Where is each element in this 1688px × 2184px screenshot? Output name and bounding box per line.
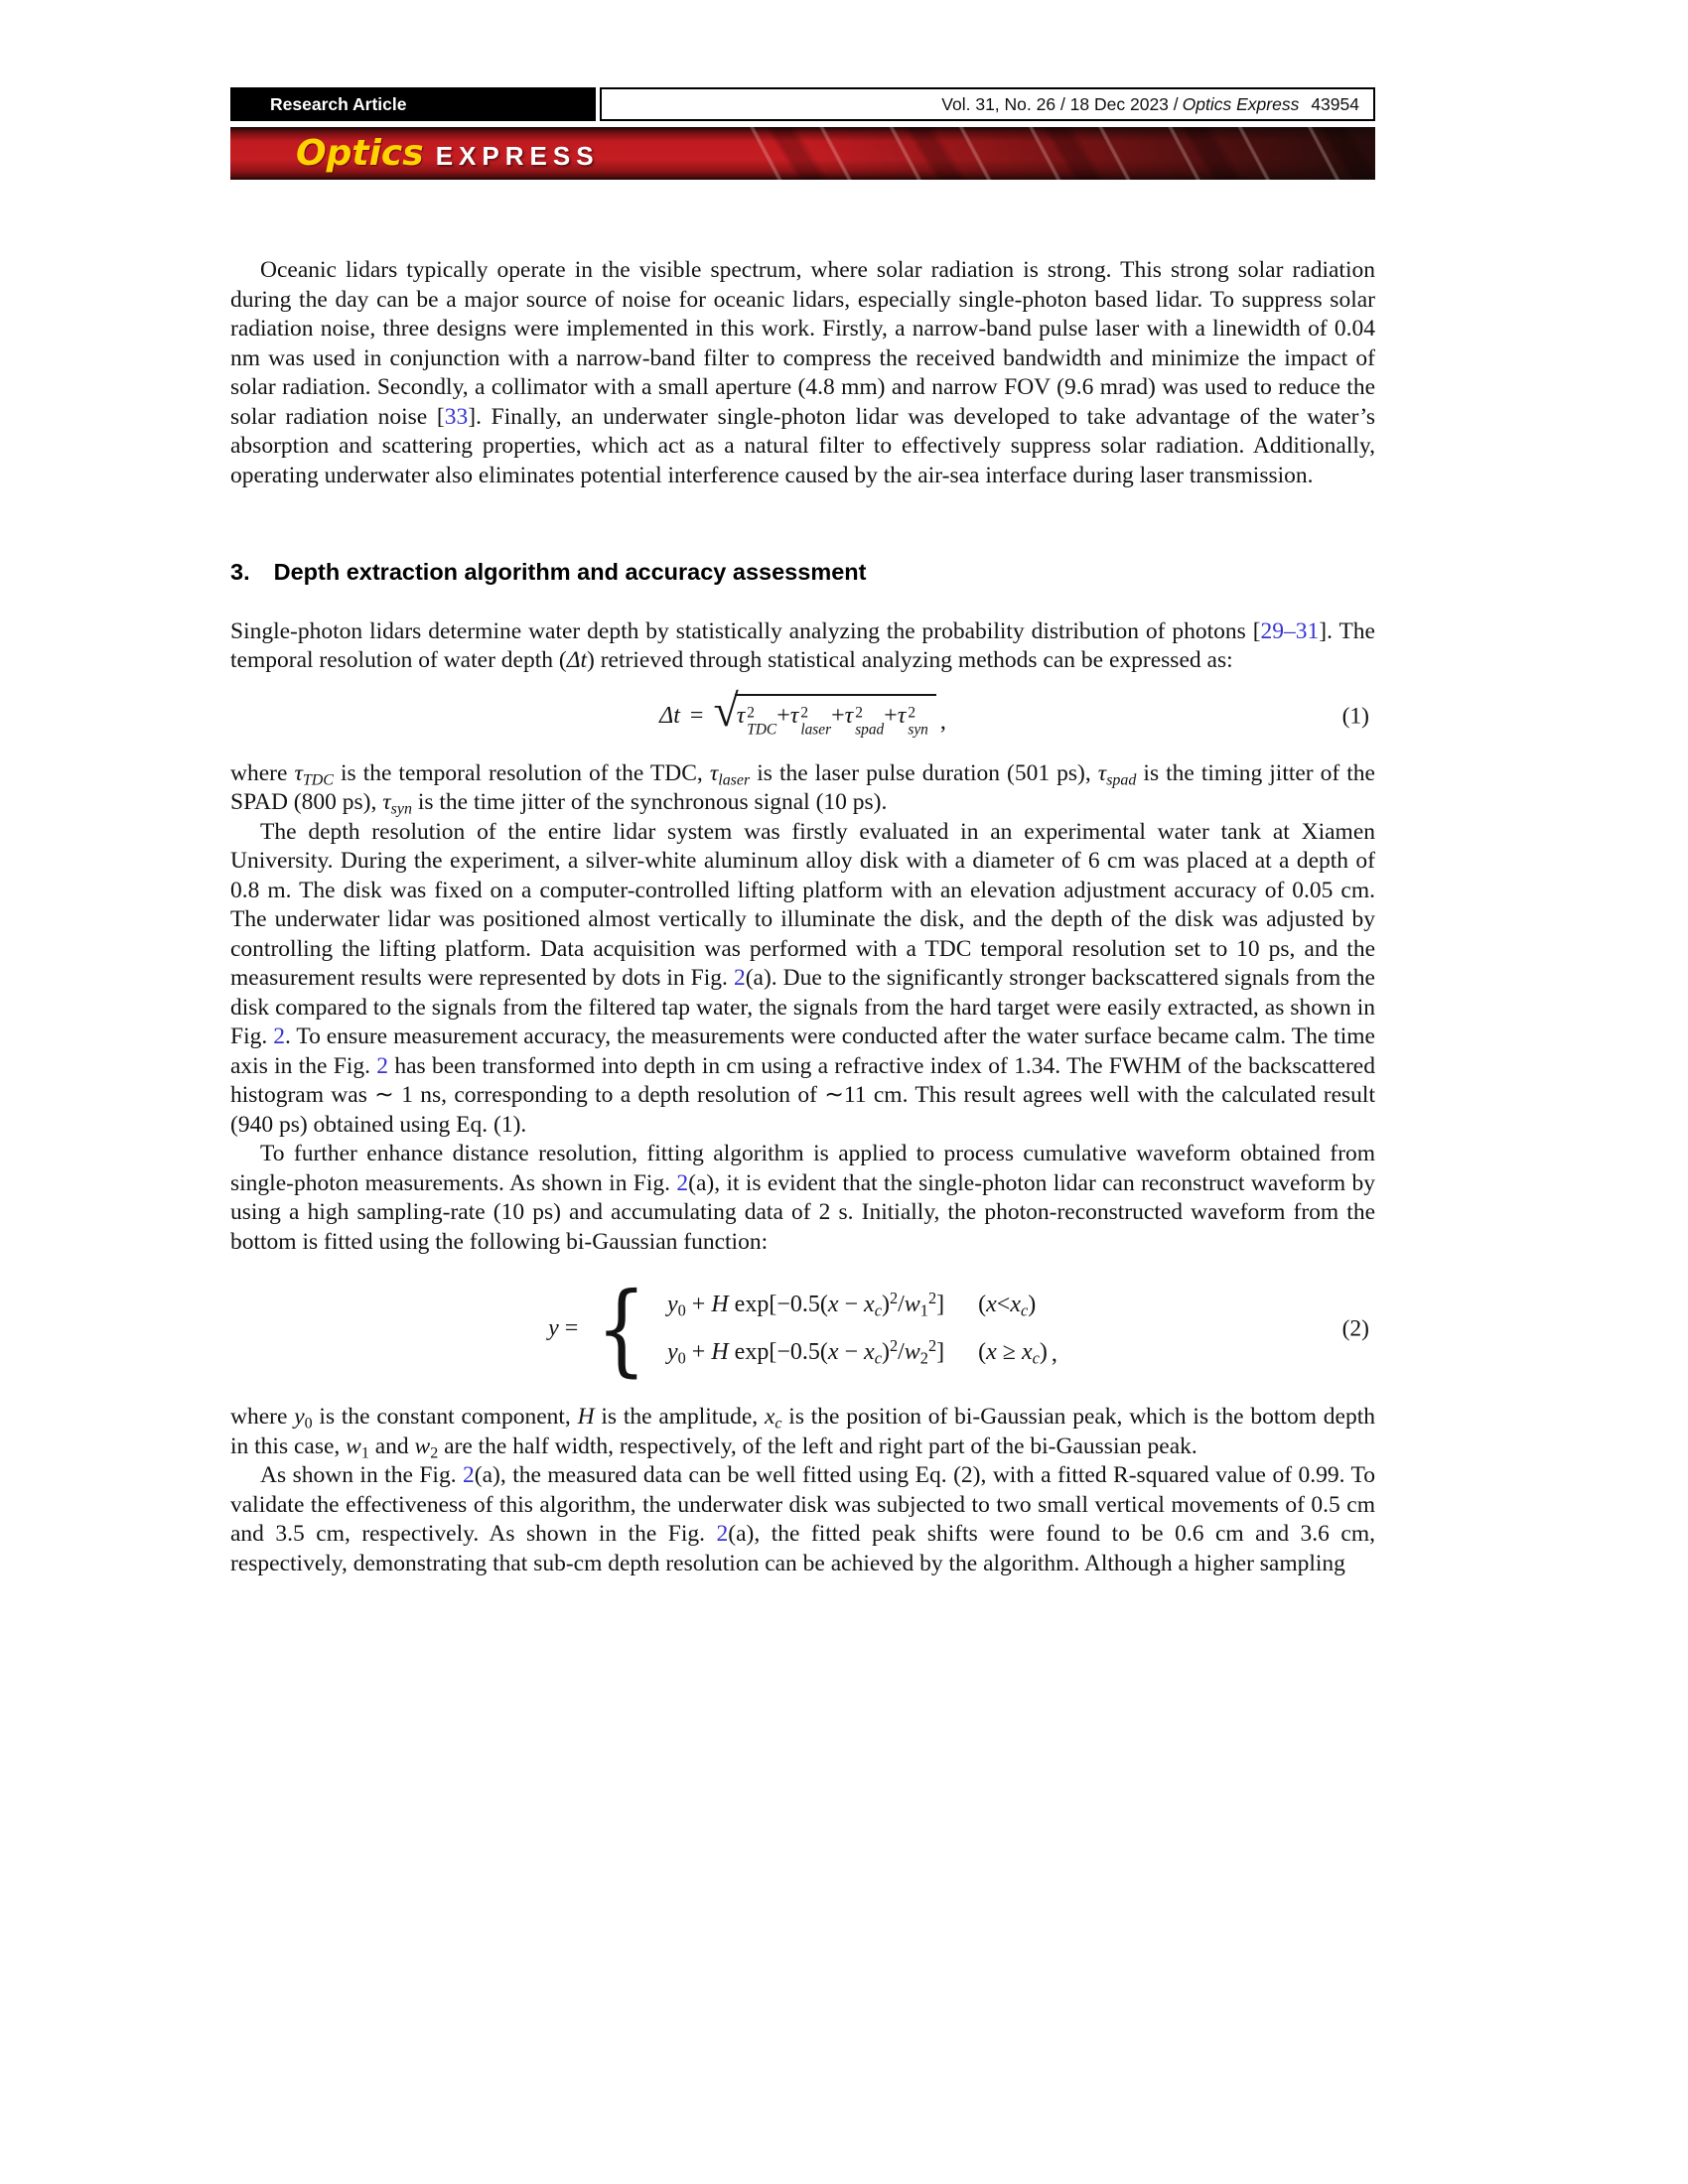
text-segment: . To ensure measurement accuracy, the measurements were conducted after the water surface became calm. The time axis in the Fig.	[230, 1024, 1375, 1079]
text-segment: Δt	[566, 647, 588, 673]
text-segment: +	[776, 702, 790, 729]
text-segment: 2	[889, 1335, 899, 1355]
text-segment: is the amplitude,	[594, 1404, 765, 1430]
text-segment: 0	[677, 1348, 686, 1368]
text-segment: τ	[294, 759, 303, 786]
text-segment: −	[838, 1292, 865, 1317]
text-segment: )	[881, 1338, 890, 1365]
article-body	[230, 256, 1375, 1578]
paragraph-fitting-algorithm	[230, 1140, 1375, 1257]
text-segment: H	[711, 1292, 729, 1317]
text-segment: where	[230, 759, 295, 786]
text-segment: y	[294, 1404, 305, 1430]
equation-2-body	[548, 1271, 1057, 1387]
text-segment: is the time jitter of the synchronous signal (10 ps).	[411, 789, 888, 815]
citation-link[interactable]: 2	[376, 1052, 389, 1079]
text-segment: has been transformed into depth in cm using a refractive index of 1.34. The FWHM of the backscattered histogram was ∼ 1 ns, corresponding to a depth resolution of ∼11 cm. This result agrees well with the calculated result (940 ps) obtained using Eq. (1).	[230, 1052, 1375, 1138]
text-segment: laser	[718, 770, 751, 788]
text-segment: ]. Finally, an underwater single-photon lidar was developed to take advantage of the water’s absorption and scattering properties, which act as a natural filter to effectively suppress solar radiation. Additionally, operating underwater also eliminates potential interference caused by the air-sea interface during laser transmission.	[230, 403, 1375, 488]
article-type-label: Research Article	[270, 93, 407, 114]
case-condition	[978, 1291, 1036, 1320]
equation-1	[230, 684, 1375, 740]
text-segment: w	[904, 1338, 920, 1365]
text-segment: c	[1032, 1348, 1040, 1368]
text-segment: w	[414, 1433, 431, 1459]
journal-name: Optics Express	[1182, 93, 1300, 114]
text-segment: x	[864, 1338, 875, 1365]
text-segment: )	[1039, 1338, 1048, 1365]
text-segment: syn	[390, 800, 412, 818]
text-segment: =	[558, 1314, 579, 1341]
text-segment: c	[774, 1415, 782, 1433]
text-segment: exp[−0.5(	[728, 1292, 828, 1317]
text-segment: x	[864, 1292, 875, 1317]
text-segment: τ	[709, 759, 719, 786]
text-segment: (	[978, 1338, 987, 1365]
square-root	[713, 684, 935, 740]
case-row-right	[666, 1335, 1048, 1368]
paragraph-where-y0	[230, 1403, 1375, 1461]
text-segment: )	[1028, 1292, 1037, 1317]
page-number: 43954	[1311, 93, 1359, 114]
banner-swirl-decoration	[746, 127, 1375, 180]
text-segment: is the laser pulse duration (501 ps),	[750, 759, 1098, 786]
math-term: τ 2 TDC	[736, 702, 777, 739]
text-segment: x	[986, 1292, 997, 1317]
text-segment: τ	[382, 789, 391, 815]
equation-1-lhs: Δt	[659, 702, 680, 729]
text-segment: y	[666, 1338, 678, 1365]
text-segment: x	[827, 1292, 839, 1317]
paragraph-water-tank-experiment	[230, 818, 1375, 1141]
case-expression	[666, 1335, 945, 1368]
citation-link[interactable]: 2	[716, 1521, 729, 1547]
radicand	[735, 694, 936, 739]
equation-2-lhs	[548, 1314, 578, 1344]
text-segment: x	[1010, 1292, 1021, 1317]
optics-logo-text: Optics	[296, 133, 424, 174]
text-segment: +	[884, 702, 898, 729]
text-segment: x	[986, 1338, 997, 1365]
text-segment: +	[685, 1338, 712, 1365]
text-segment: (a), the measured data can be well fitted using Eq. (2), with a fitted R-squared value of 0.99. To validate the effectiveness of this algorithm, the underwater disk was subjected to two small vertical movements of 0.5 cm and 3.5 cm, respectively. As shown in the Fig.	[230, 1462, 1375, 1547]
text-segment: is the position of bi-Gaussian peak, which is the bottom depth in this case,	[230, 1404, 1375, 1459]
text-segment: y	[666, 1292, 678, 1317]
text-segment: y	[548, 1314, 559, 1341]
text-segment: ]. The temporal resolution of water depth (	[230, 617, 1375, 673]
text-segment: 1	[360, 1443, 369, 1461]
text-segment: 0	[304, 1415, 313, 1433]
text-segment: 2	[919, 1348, 928, 1368]
paragraph-temporal-resolution	[230, 617, 1375, 676]
text-segment: is the constant component,	[312, 1404, 578, 1430]
text-segment: c	[874, 1300, 882, 1320]
text-segment: c	[874, 1348, 882, 1368]
text-segment: +	[685, 1292, 712, 1317]
case-row-left	[666, 1288, 1048, 1320]
text-segment: TDC	[302, 770, 334, 788]
equals-sign: =	[689, 702, 704, 729]
case-condition	[978, 1338, 1048, 1368]
text-segment: (	[978, 1292, 987, 1317]
text-segment: H	[711, 1338, 729, 1365]
paragraph-solar-noise	[230, 256, 1375, 490]
text-segment: 2	[889, 1288, 899, 1307]
text-segment: 1	[919, 1300, 928, 1320]
volume-issue-date: Vol. 31, No. 26 / 18 Dec 2023 /	[941, 93, 1179, 114]
text-segment: c	[1020, 1300, 1029, 1320]
citation-link[interactable]: 33	[444, 403, 469, 430]
equation-2	[230, 1271, 1375, 1387]
express-logo-text: EXPRESS	[435, 141, 600, 171]
text-segment: spad	[1106, 770, 1137, 788]
text-segment: /	[898, 1292, 905, 1317]
text-segment: 2	[430, 1443, 439, 1461]
text-segment: ) retrieved through statistical analyzing methods can be expressed as:	[587, 647, 1233, 673]
article-type-box	[230, 87, 596, 121]
section-heading	[230, 558, 1375, 588]
text-segment: To further enhance distance resolution, fitting algorithm is applied to process cumulative waveform obtained from single-photon measurements. As shown in Fig.	[230, 1141, 1375, 1196]
text-segment: exp[−0.5(	[728, 1338, 828, 1365]
text-segment: x	[1021, 1338, 1033, 1365]
text-segment: x	[827, 1338, 839, 1365]
text-segment: H	[577, 1404, 595, 1430]
equation-1-body	[659, 684, 946, 740]
journal-banner	[230, 127, 1375, 180]
text-segment: −	[838, 1338, 865, 1365]
text-segment: /	[898, 1338, 905, 1365]
radical-sign: √	[713, 684, 739, 736]
paragraph-validation-results	[230, 1461, 1375, 1578]
text-segment: (a), the fitted peak shifts were found to be 0.6 cm and 3.6 cm, respectively, demonstrating that sub-cm depth resolution can be achieved by the algorithm. Although a higher sampling	[230, 1521, 1375, 1576]
text-segment: where	[230, 1404, 295, 1430]
page-header	[230, 87, 1375, 121]
citation-link[interactable]: 2	[676, 1169, 689, 1196]
text-segment: ]	[936, 1338, 945, 1365]
citation-box	[600, 87, 1375, 121]
citation-link[interactable]: 2	[733, 965, 746, 991]
equation-1-comma: ,	[939, 709, 946, 735]
text-segment: x	[764, 1404, 775, 1430]
text-segment: τ	[1097, 759, 1107, 786]
text-segment: As shown in the Fig.	[260, 1462, 464, 1488]
equation-2-number: (2)	[1341, 1314, 1369, 1341]
journal-logo	[230, 133, 600, 174]
text-segment: +	[831, 702, 845, 729]
cases-brace: {	[596, 1271, 647, 1387]
equation-1-number: (1)	[1341, 702, 1369, 729]
citation-link[interactable]: 2	[463, 1462, 475, 1488]
citation-link[interactable]: 2	[273, 1024, 285, 1049]
text-segment: w	[904, 1292, 920, 1317]
text-segment: Oceanic lidars typically operate in the visible spectrum, where solar radiation is strong. This strong solar radiation during the day can be a major source of noise for oceanic lidars, especially single-photon based lidar. To suppress solar radiation noise, three designs were implemented in this work. Firstly, a narrow-band pulse laser with a linewidth of 0.04 nm was used in conjunction with a narrow-band filter to compress the received bandwidth and minimize the impact of solar radiation. Secondly, a collimator with a small aperture (4.8 mm) and narrow FOV (9.6 mrad) was used to reduce the solar radiation noise [	[230, 257, 1375, 430]
text-segment: (a), it is evident that the single-photon lidar can reconstruct waveform by using a high sampling-rate (10 ps) and accumulating data of 2 s. Initially, the photon-reconstructed waveform from the bottom is fitted using the following bi-Gaussian function:	[230, 1169, 1375, 1255]
math-term: τ 2 syn	[897, 702, 928, 739]
section-title: Depth extraction algorithm and accuracy assessment	[273, 559, 867, 585]
text-segment: ]	[936, 1292, 945, 1317]
text-segment: The depth resolution of the entire lidar system was firstly evaluated in an experimental water tank at Xiamen University. During the experiment, a silver-white aluminum alloy disk with a diameter of 6 cm was placed at a depth of 0.8 m. The disk was fixed on a computer-controlled lifting platform with an elevation adjustment accuracy of 0.05 cm. The underwater lidar was positioned almost vertically to illuminate the disk, and the depth of the disk was adjusted by controlling the lifting platform. Data acquisition was performed with a TDC temporal resolution set to 10 ps, and the measurement results were represented by dots in Fig.	[230, 818, 1375, 991]
paragraph-where-tau	[230, 759, 1375, 818]
text-segment: (a). Due to the significantly stronger backscattered signals from the disk compared to the signals from the filtered tap water, the signals from the hard target were easily extracted, as shown in Fig.	[230, 965, 1375, 1049]
text-segment: w	[346, 1433, 361, 1459]
text-segment: 0	[677, 1300, 686, 1320]
text-segment: is the timing jitter of the SPAD (800 ps),	[230, 759, 1375, 815]
text-segment: ≥	[996, 1338, 1022, 1365]
cases-block	[666, 1288, 1048, 1368]
text-segment: and	[368, 1433, 415, 1459]
text-segment: 2	[927, 1288, 937, 1307]
text-segment: )	[881, 1292, 890, 1317]
equation-2-comma: ,	[1051, 1340, 1057, 1367]
math-term: τ 2 spad	[844, 702, 885, 739]
text-segment: 2	[927, 1335, 937, 1355]
case-expression	[666, 1288, 945, 1320]
text-segment: <	[996, 1292, 1011, 1317]
text-segment: Single-photon lidars determine water depth by statistically analyzing the probability distribution of photons [	[230, 617, 1261, 644]
text-segment: are the half width, respectively, of the left and right part of the bi-Gaussian peak.	[438, 1433, 1197, 1459]
section-number: 3.	[230, 559, 250, 585]
text-segment: is the temporal resolution of the TDC,	[333, 759, 710, 786]
citation-link[interactable]: 29–31	[1260, 617, 1320, 644]
math-term: τ 2 laser	[789, 702, 832, 739]
